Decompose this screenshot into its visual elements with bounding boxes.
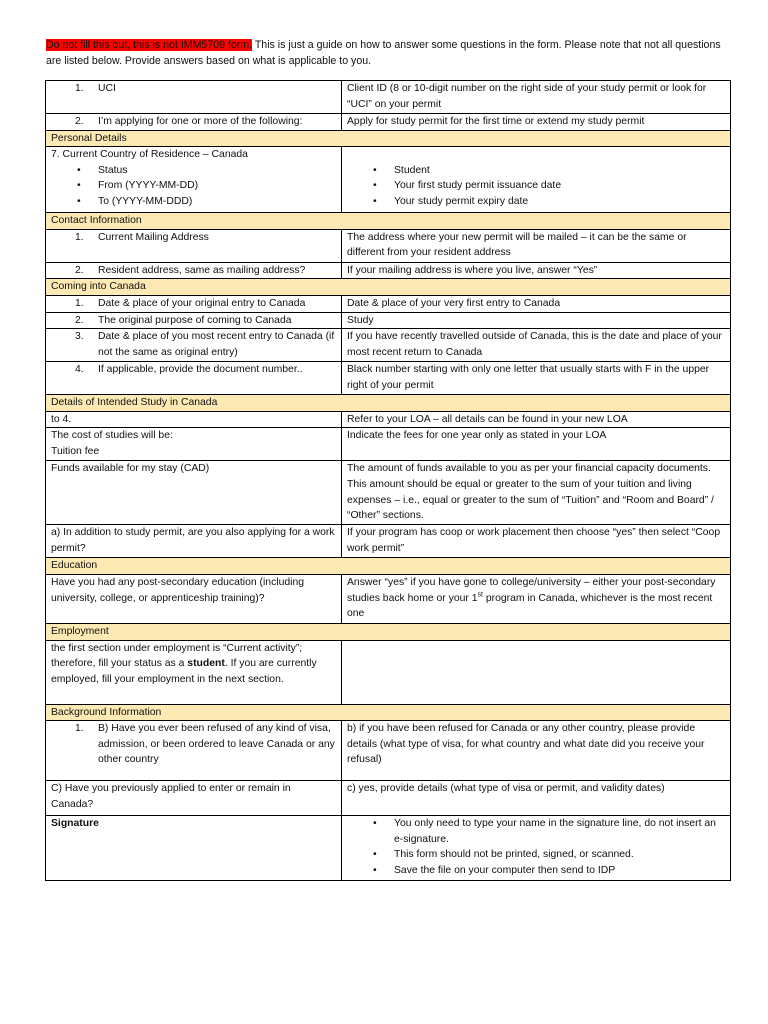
list-item: • You only need to type your name in the signature line, do not insert an e-signature. xyxy=(347,816,724,847)
table-row xyxy=(46,816,731,881)
section-header xyxy=(46,130,731,147)
section-personal-details: Personal Details xyxy=(46,130,731,147)
table-row: 2. Resident address, same as mailing address? If your mailing address is where you live, answer “Yes” xyxy=(46,262,731,279)
answer-applying: Apply for study permit for the first time or extend my study permit xyxy=(342,114,731,131)
list-item: • Your study permit expiry date xyxy=(347,194,724,210)
table-row: The cost of studies will be: Tuition fee Indicate the fees for one year only as stated in your LOA xyxy=(46,428,731,461)
section-header xyxy=(46,704,731,721)
intro-paragraph xyxy=(46,37,726,69)
list-item: • Save the file on your computer then send to IDP xyxy=(347,863,724,879)
table-row: 2. The original purpose of coming to Canada Study xyxy=(46,312,731,329)
section-contact-information: Contact Information xyxy=(46,213,731,230)
list-item: • To (YYYY-MM-DDD) xyxy=(51,194,335,210)
table-row: Funds available for my stay (CAD) The amount of funds available to you as per your financial capacity documents. This amount should be equal or greater to the sum of your tuition and living expenses – i.e., equal or greater to the sum of “Tuition” and “Room and Board” / “Other” sections. xyxy=(46,461,731,525)
table-row: 3. Date & place of you most recent entry to Canada (if not the same as original entry) If you have recently travelled outside of Canada, this is the date and place of your most recent return to Canada xyxy=(46,329,731,362)
section-education: Education xyxy=(46,558,731,575)
table-row: 4. If applicable, provide the document number.. Black number starting with only one letter that usually starts with F in the upper right of your permit xyxy=(46,362,731,395)
section-background: Background Information xyxy=(46,704,731,721)
table-row: 2. I’m applying for one or more of the following: Apply for study permit for the first time or extend my study permit xyxy=(46,114,731,131)
list-item: • This form should not be printed, signed, or scanned. xyxy=(347,847,724,863)
table-row: Have you had any post-secondary education (including university, college, or apprenticeship training)? Answer “yes” if you have gone to college/university – either your post-secondary studies back home or your 1st program in Canada, whichever is the most recent one xyxy=(46,574,731,623)
list-item: • Status xyxy=(51,163,335,179)
question-resident: Resident address, same as mailing address? xyxy=(98,264,306,276)
section-header xyxy=(46,623,731,640)
question-uci: UCI xyxy=(98,83,116,94)
intro-text: This is just a guide on how to answer some questions in the form. Please note that not all questions are listed below. Provide answers based on what is applicable to you. xyxy=(46,39,721,67)
table-row xyxy=(46,147,731,213)
list-item: • Your first study permit issuance date xyxy=(347,178,724,194)
signature-label: Signature xyxy=(46,816,342,881)
answer-resident: If your mailing address is where you live, answer “Yes” xyxy=(342,262,731,279)
guide-table xyxy=(45,80,731,881)
table-row: 1. B) Have you ever been refused of any kind of visa, admission, or been ordered to leave Canada or any other country b) if you have been refused for Canada or any other country, please provide details (what type of visa, for what country and what date did you receive your refusal) xyxy=(46,721,731,781)
table-row: C) Have you previously applied to enter or remain in Canada? c) yes, provide details (what type of visa or permit, and validity dates) xyxy=(46,781,731,816)
answer-uci: Client ID (8 or 10-digit number on the right side of your study permit or look for “UCI” on your permit xyxy=(342,81,731,114)
section-coming-into-canada: Coming into Canada xyxy=(46,279,731,296)
section-header xyxy=(46,213,731,230)
section-intended-study: Details of Intended Study in Canada xyxy=(46,395,731,412)
section-header xyxy=(46,279,731,296)
answer-mailing: The address where your new permit will be mailed – it can be the same or different from your resident address xyxy=(342,229,731,262)
table-row: a) In addition to study permit, are you also applying for a work permit? If your program has coop or work placement then choose “yes” then select “Coop work permit” xyxy=(46,525,731,558)
table-row: 1. Date & place of your original entry to Canada Date & place of your very first entry to Canada xyxy=(46,295,731,312)
warning-highlight: Do not fill this out, this is not IMM5709 form. xyxy=(46,39,253,51)
table-row: 1. UCI Client ID (8 or 10-digit number on the right side of your study permit or look for “UCI” on your permit xyxy=(46,81,731,114)
question-mailing: Current Mailing Address xyxy=(98,231,209,243)
section-header xyxy=(46,558,731,575)
table-row: to 4. Refer to your LOA – all details can be found in your new LOA xyxy=(46,411,731,428)
question-residence: 7. Current Country of Residence – Canada xyxy=(51,149,248,161)
list-item: • Student xyxy=(347,163,724,179)
list-item: • From (YYYY-MM-DD) xyxy=(51,178,335,194)
section-header xyxy=(46,395,731,412)
section-employment: Employment xyxy=(46,623,731,640)
table-row: the first section under employment is “Current activity”; therefore, fill your status as a student. If you are currently employed, fill your employment in the next section. xyxy=(46,640,731,704)
table-row: 1. Current Mailing Address The address where your new permit will be mailed – it can be the same or different from your resident address xyxy=(46,229,731,262)
question-applying: I’m applying for one or more of the following: xyxy=(98,116,303,127)
